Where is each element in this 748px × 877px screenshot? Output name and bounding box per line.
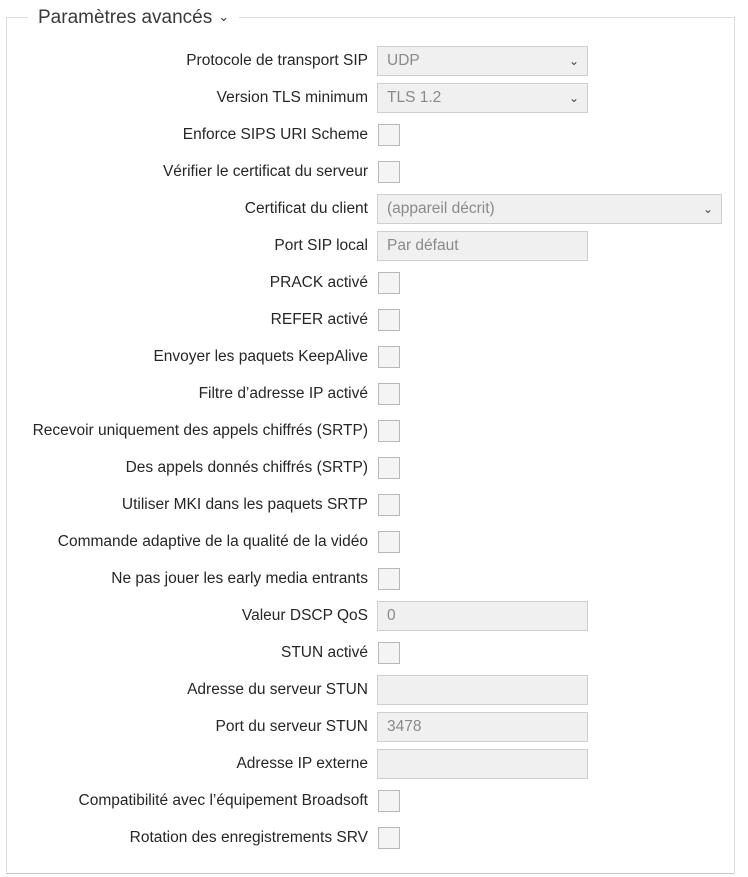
tls-version-value: TLS 1.2 (387, 89, 442, 106)
row-stun-port (0, 712, 748, 742)
row-mki (0, 490, 748, 520)
transport-value: UDP (387, 52, 420, 69)
refer-label: REFER activé (270, 311, 368, 328)
client-cert-value: (appareil décrit) (387, 200, 495, 217)
row-prack (0, 268, 748, 298)
row-broadsoft (0, 786, 748, 816)
row-srtp-only (0, 416, 748, 446)
local-port-label: Port SIP local (274, 237, 368, 254)
early-media-label: Ne pas jouer les early media entrants (111, 570, 368, 587)
prack-label: PRACK activé (269, 274, 368, 291)
row-tls-version (0, 83, 748, 113)
adaptive-video-label: Commande adaptive de la qualité de la vidéo (57, 533, 368, 550)
verify-cert-checkbox[interactable] (378, 161, 400, 183)
stun-address-input[interactable] (377, 675, 588, 705)
stun-enabled-checkbox[interactable] (378, 642, 400, 664)
row-stun-enabled (0, 638, 748, 668)
row-srtp-out (0, 453, 748, 483)
adaptive-video-checkbox[interactable] (378, 531, 400, 553)
mki-label: Utiliser MKI dans les paquets SRTP (121, 496, 368, 513)
srv-rotation-label: Rotation des enregistrements SRV (129, 829, 368, 846)
stun-port-label: Port du serveur STUN (215, 718, 368, 735)
verify-cert-label: Vérifier le certificat du serveur (162, 163, 368, 180)
section-title: Paramètres avancés (38, 7, 213, 28)
chevron-down-icon: ⌄ (218, 9, 230, 24)
early-media-checkbox[interactable] (378, 568, 400, 590)
transport-label: Protocole de transport SIP (186, 52, 368, 69)
keepalive-checkbox[interactable] (378, 346, 400, 368)
tls-version-select[interactable] (377, 83, 588, 113)
srtp-only-label: Recevoir uniquement des appels chiffrés (SRTP) (32, 422, 368, 439)
row-early-media (0, 564, 748, 594)
keepalive-label: Envoyer les paquets KeepAlive (153, 348, 368, 365)
mki-checkbox[interactable] (378, 494, 400, 516)
row-external-ip (0, 749, 748, 779)
dscp-input[interactable]: 0 (377, 601, 588, 631)
enforce-sips-label: Enforce SIPS URI Scheme (182, 126, 368, 143)
row-stun-address (0, 675, 748, 705)
local-port-input[interactable]: Par défaut (377, 231, 588, 261)
broadsoft-checkbox[interactable] (378, 790, 400, 812)
srtp-out-checkbox[interactable] (378, 457, 400, 479)
row-adaptive-video (0, 527, 748, 557)
stun-port-input[interactable]: 3478 (377, 712, 588, 742)
row-ip-filter (0, 379, 748, 409)
stun-enabled-label: STUN activé (281, 644, 368, 661)
row-refer (0, 305, 748, 335)
row-local-port (0, 231, 748, 261)
row-keepalive (0, 342, 748, 372)
external-ip-input[interactable] (377, 749, 588, 779)
chevron-down-icon: ⌄ (568, 91, 579, 105)
srtp-only-checkbox[interactable] (378, 420, 400, 442)
ip-filter-checkbox[interactable] (378, 383, 400, 405)
srtp-out-label: Des appels donnés chiffrés (SRTP) (125, 459, 368, 476)
row-verify-cert (0, 157, 748, 187)
client-cert-label: Certificat du client (244, 200, 368, 217)
tls-version-label: Version TLS minimum (216, 89, 368, 106)
chevron-down-icon: ⌄ (568, 54, 579, 68)
stun-address-label: Adresse du serveur STUN (187, 681, 368, 698)
row-transport (0, 46, 748, 76)
prack-checkbox[interactable] (378, 272, 400, 294)
dscp-label: Valeur DSCP QoS (241, 607, 368, 624)
broadsoft-label: Compatibilité avec l’équipement Broadsoft (78, 792, 368, 809)
row-srv-rotation (0, 823, 748, 853)
refer-checkbox[interactable] (378, 309, 400, 331)
row-dscp (0, 601, 748, 631)
transport-select[interactable] (377, 46, 588, 76)
section-header[interactable] (28, 5, 239, 32)
enforce-sips-checkbox[interactable] (378, 124, 400, 146)
srv-rotation-checkbox[interactable] (378, 827, 400, 849)
client-cert-select[interactable] (377, 194, 722, 224)
row-enforce-sips (0, 120, 748, 150)
chevron-down-icon: ⌄ (702, 202, 713, 216)
ip-filter-label: Filtre d’adresse IP activé (198, 385, 368, 402)
row-client-cert (0, 194, 748, 224)
external-ip-label: Adresse IP externe (236, 755, 368, 772)
